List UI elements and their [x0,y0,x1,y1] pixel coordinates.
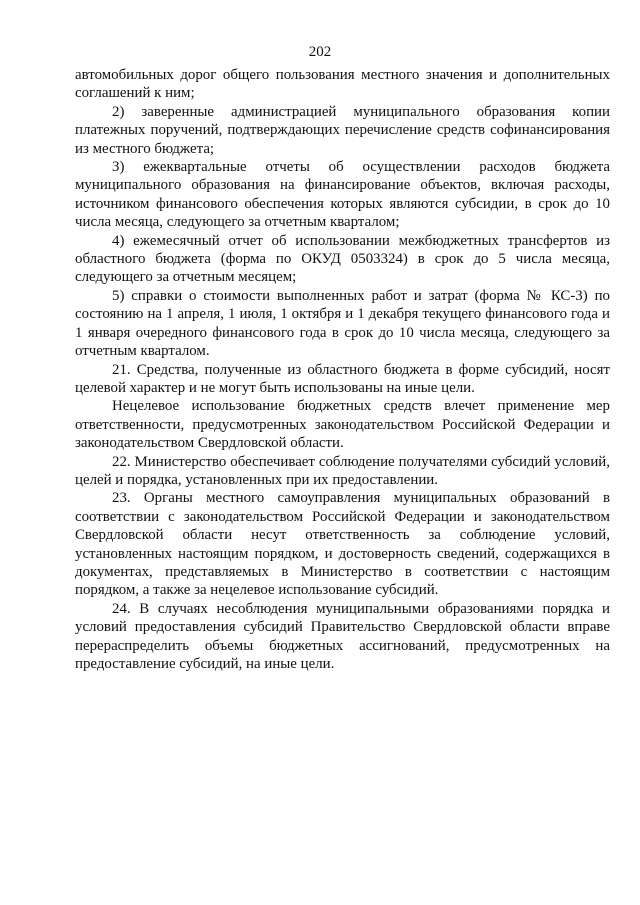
clause-22: 22. Министерство обеспечивает соблюдение получателями субсидий условий, целей и порядка, установленных при их предоставлении. [75,453,610,488]
page-number: 202 [308,44,332,60]
clause-23: 23. Органы местного самоуправления муниципальных образований в соответствии с законодательством Российской Федерации и законодательством Свердловской области несут ответственность за соблюдение условий, установленных настоящим порядком, и достоверность сведений, содержащихся в документах, представляемых в Министерство в соответствии с настоящим порядком, а также за нецелевое использование субсидий. [75,490,610,599]
clause-21-misuse: Нецелевое использование бюджетных средств влечет применение мер ответственности, предусмотренных законодательством Российской Федерации и законодательством Свердловской области. [75,398,610,452]
list-item-5: 5) справки о стоимости выполненных работ и затрат (форма № КС-3) по состоянию на 1 апреля, 1 июля, 1 октября и 1 декабря текущего финансового года и 1 января очередного финансового года в срок до 10 числа месяца, следующего за отчетным кварталом. [75,287,610,360]
list-item-3: 3) ежеквартальные отчеты об осуществлении расходов бюджета муниципального образования на финансирование объектов, включая расходы, источником финансового обеспечения которых являются субсидии, в срок до 10 числа месяца, следующего за отчетным кварталом; [75,159,610,231]
clause-24: 24. В случаях несоблюдения муниципальными образованиями порядка и условий предоставления субсидий Правительство Свердловской области вправе перераспределить объемы бюджетных ассигнований, предусмотренных на предоставление субсидий, на иные цели. [75,600,610,672]
document-body [75,66,610,673]
list-item-2: 2) заверенные администрацией муниципального образования копии платежных поручений, подтверждающих перечисление средств софинансирования из местного бюджета; [75,103,610,157]
paragraph-continuation: автомобильных дорог общего пользования местного значения и дополнительных соглашений к ним; [75,67,610,102]
list-item-4: 4) ежемесячный отчет об использовании межбюджетных трансфертов из областного бюджета (форма по ОКУД 0503324) в срок до 5 числа месяца, следующего за отчетным месяцем; [75,232,610,286]
clause-21: 21. Средства, полученные из областного бюджета в форме субсидий, носят целевой характер и не могут быть использованы на иные цели. [75,361,610,396]
